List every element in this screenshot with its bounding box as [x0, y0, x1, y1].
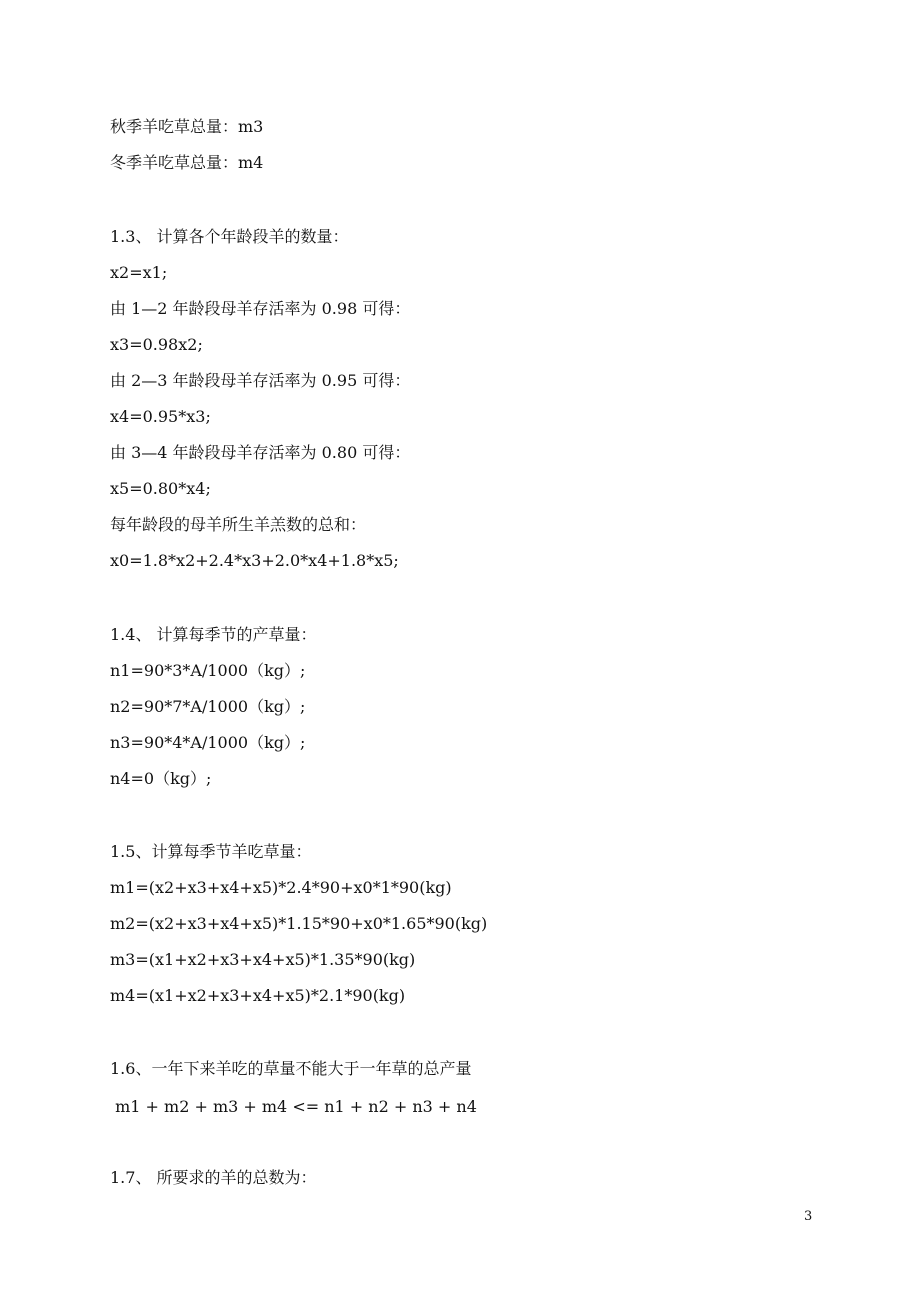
- section-heading: 1.7、 所要求的羊的总数为：: [110, 1168, 317, 1187]
- section-heading: 1.5、计算每季节羊吃草量：: [110, 842, 312, 861]
- text-line: 由 2—3 年龄段母羊存活率为 0.95 可得：: [110, 371, 411, 390]
- formula-line: m1 + m2 + m3 + m4 <= n1 + n2 + n3 + n4: [110, 1097, 477, 1116]
- section-heading: 1.3、 计算各个年龄段羊的数量：: [110, 227, 349, 246]
- formula-line: x2=x1;: [110, 263, 168, 282]
- formula-line: x0=1.8*x2+2.4*x3+2.0*x4+1.8*x5;: [110, 551, 399, 570]
- text-line: 冬季羊吃草总量：m4: [110, 153, 264, 172]
- formula-line: m2=(x2+x3+x4+x5)*1.15*90+x0*1.65*90(kg): [110, 914, 488, 933]
- formula-line: n1=90*3*A/1000（kg）;: [110, 661, 306, 680]
- formula-line: x3=0.98x2;: [110, 335, 203, 354]
- page-number: 3: [804, 1209, 813, 1224]
- text-line: 秋季羊吃草总量：m3: [110, 117, 264, 136]
- section-heading: 1.4、 计算每季节的产草量：: [110, 625, 317, 644]
- formula-line: x5=0.80*x4;: [110, 479, 211, 498]
- text-line: 由 3—4 年龄段母羊存活率为 0.80 可得：: [110, 443, 411, 462]
- formula-line: x4=0.95*x3;: [110, 407, 211, 426]
- text-line: 每年龄段的母羊所生羊羔数的总和：: [110, 515, 367, 534]
- text-line: 由 1—2 年龄段母羊存活率为 0.98 可得：: [110, 299, 411, 318]
- formula-line: n2=90*7*A/1000（kg）;: [110, 697, 306, 716]
- formula-line: m1=(x2+x3+x4+x5)*2.4*90+x0*1*90(kg): [110, 878, 452, 897]
- formula-line: n3=90*4*A/1000（kg）;: [110, 733, 306, 752]
- section-heading: 1.6、一年下来羊吃的草量不能大于一年草的总产量: [110, 1059, 472, 1078]
- formula-line: m4=(x1+x2+x3+x4+x5)*2.1*90(kg): [110, 986, 406, 1005]
- formula-line: m3=(x1+x2+x3+x4+x5)*1.35*90(kg): [110, 950, 416, 969]
- formula-line: n4=0（kg）;: [110, 769, 212, 788]
